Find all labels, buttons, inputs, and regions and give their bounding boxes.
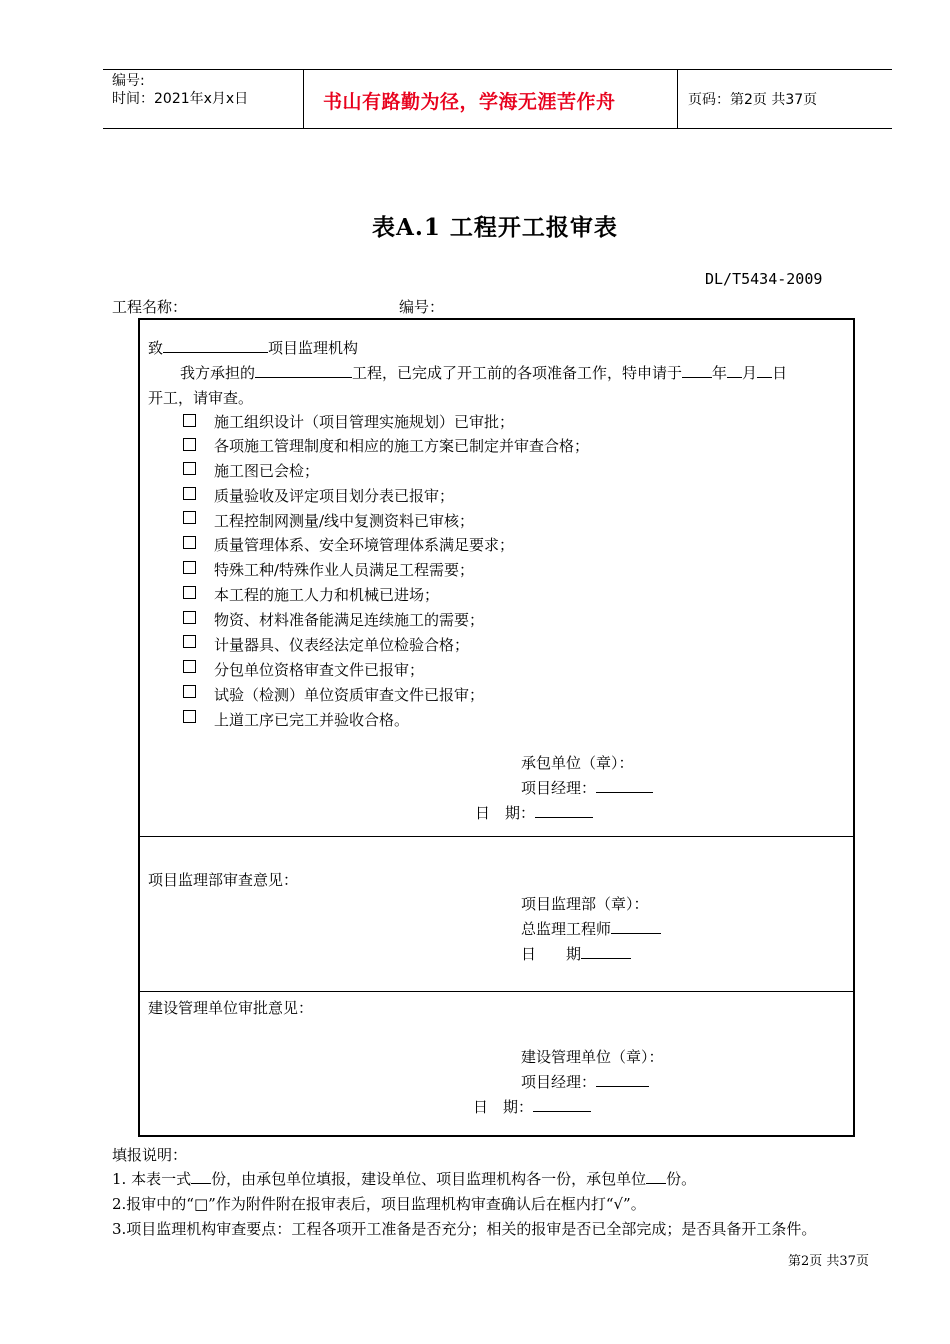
section-divider-1: [139, 836, 855, 837]
intro-line-2: 开工，请审查。: [148, 389, 254, 407]
note-1: [112, 1168, 696, 1189]
intro-line: [180, 362, 787, 383]
page-title: 表A.1 工程开工报审表: [372, 214, 618, 241]
addressee-suffix: 项目监理机构: [268, 339, 359, 357]
owner-heading: 建设管理单位审批意见：: [148, 999, 314, 1017]
contractor-date-blank[interactable]: [535, 802, 593, 818]
supervision-date-label: 日 期: [521, 945, 582, 963]
header-divider-right: [677, 69, 678, 128]
checkbox-11[interactable]: [183, 685, 196, 698]
month-blank[interactable]: [727, 362, 742, 378]
addressee-blank[interactable]: [163, 337, 268, 353]
note-2: 2.报审中的“□”作为附件附在报审表后，项目监理机构审查确认后在框内打“√”。: [112, 1195, 646, 1213]
notes-heading: 填报说明：: [112, 1146, 188, 1164]
page-footer: 第2页 共37页: [788, 1254, 869, 1269]
header-motto: 书山有路勤为径，学海无涯苦作舟: [323, 91, 616, 113]
checkbox-0[interactable]: [183, 414, 196, 427]
contractor-manager-label: 项目经理：: [521, 779, 597, 797]
header-serial-label: 编号:: [112, 73, 145, 89]
contractor-manager-blank[interactable]: [596, 777, 653, 793]
section-divider-2: [139, 991, 855, 992]
note-1-copies-blank[interactable]: [191, 1168, 211, 1184]
contractor-date-line: [475, 802, 593, 823]
checklist-item-7: 本工程的施工人力和机械已进场；: [214, 586, 440, 604]
chief-engineer-blank[interactable]: [611, 918, 661, 934]
checkbox-12[interactable]: [183, 710, 196, 723]
checkbox-4[interactable]: [183, 511, 196, 524]
checkbox-3[interactable]: [183, 487, 196, 500]
day-blank[interactable]: [757, 362, 772, 378]
checklist-item-6: 特殊工种/特殊作业人员满足工程需要；: [214, 561, 475, 579]
checklist-item-1: 各项施工管理制度和相应的施工方案已制定并审查合格；: [214, 437, 590, 455]
contractor-manager-line: [521, 777, 653, 798]
checkbox-1[interactable]: [183, 438, 196, 451]
checkbox-8[interactable]: [183, 611, 196, 624]
chief-engineer-label: 总监理工程师: [521, 920, 612, 938]
header-time-label: 时间：2021年x月x日: [112, 91, 249, 107]
year-label: 年: [712, 364, 728, 382]
header-page-code: 页码：第2页 共37页: [688, 92, 818, 108]
checklist-item-5: 质量管理体系、安全环境管理体系满足要求；: [214, 536, 515, 554]
number-label: 编号：: [399, 298, 445, 316]
checklist-item-4: 工程控制网测量/线中复测资料已审核；: [214, 512, 475, 530]
project-name-label: 工程名称：: [112, 298, 188, 316]
header-top-rule: [103, 69, 892, 70]
addressee-line: [148, 337, 358, 358]
checkbox-10[interactable]: [183, 660, 196, 673]
addressee-prefix: 致: [148, 339, 164, 357]
header-divider-left: [303, 69, 304, 128]
supervision-date-line: [521, 943, 631, 964]
standard-code: DL/T5434-2009: [705, 270, 823, 288]
project-name-blank[interactable]: [255, 362, 352, 378]
checkbox-6[interactable]: [183, 561, 196, 574]
owner-manager-label: 项目经理：: [521, 1073, 597, 1091]
checkbox-5[interactable]: [183, 536, 196, 549]
checklist-item-11: 试验（检测）单位资质审查文件已报审；: [214, 686, 485, 704]
owner-manager-blank[interactable]: [596, 1071, 649, 1087]
checklist-item-2: 施工图已会检；: [214, 462, 320, 480]
year-blank[interactable]: [682, 362, 712, 378]
note-1-part-b: 份，由承包单位填报，建设单位、项目监理机构各一份，承包单位: [211, 1170, 647, 1188]
note-3: 3.项目监理机构审查要点：工程各项开工准备是否充分；相关的报审是否已全部完成；是否具备开工条件。: [112, 1220, 817, 1238]
contractor-stamp-label: 承包单位（章）：: [521, 754, 634, 772]
note-1-part-c: 份。: [666, 1170, 697, 1188]
checklist-item-10: 分包单位资格审查文件已报审；: [214, 661, 425, 679]
checklist-item-8: 物资、材料准备能满足连续施工的需要；: [214, 611, 485, 629]
month-label: 月: [742, 364, 758, 382]
intro-part-b: 工程，已完成了开工前的各项准备工作，特申请于: [352, 364, 683, 382]
checkbox-7[interactable]: [183, 586, 196, 599]
owner-date-blank[interactable]: [533, 1096, 591, 1112]
note-1-contractor-blank[interactable]: [646, 1168, 666, 1184]
owner-date-label: 日 期：: [473, 1098, 534, 1116]
checklist-item-0: 施工组织设计（项目管理实施规划）已审批；: [214, 413, 515, 431]
supervision-heading: 项目监理部审查意见：: [148, 871, 299, 889]
chief-engineer-line: [521, 918, 661, 939]
checkbox-9[interactable]: [183, 635, 196, 648]
intro-part-a: 我方承担的: [180, 364, 256, 382]
header-bottom-rule: [103, 128, 892, 129]
note-1-part-a: 1. 本表一式: [112, 1170, 192, 1188]
checkbox-2[interactable]: [183, 462, 196, 475]
contractor-date-label: 日 期：: [475, 804, 536, 822]
day-label: 日: [772, 364, 788, 382]
supervision-date-blank[interactable]: [581, 943, 631, 959]
owner-manager-line: [521, 1071, 649, 1092]
supervision-stamp-label: 项目监理部（章）：: [521, 895, 649, 913]
checklist-item-9: 计量器具、仪表经法定单位检验合格；: [214, 636, 470, 654]
owner-date-line: [473, 1096, 591, 1117]
checklist-item-12: 上道工序已完工并验收合格。: [214, 711, 410, 729]
checklist-item-3: 质量验收及评定项目划分表已报审；: [214, 487, 455, 505]
owner-stamp-label: 建设管理单位（章）：: [521, 1048, 664, 1066]
